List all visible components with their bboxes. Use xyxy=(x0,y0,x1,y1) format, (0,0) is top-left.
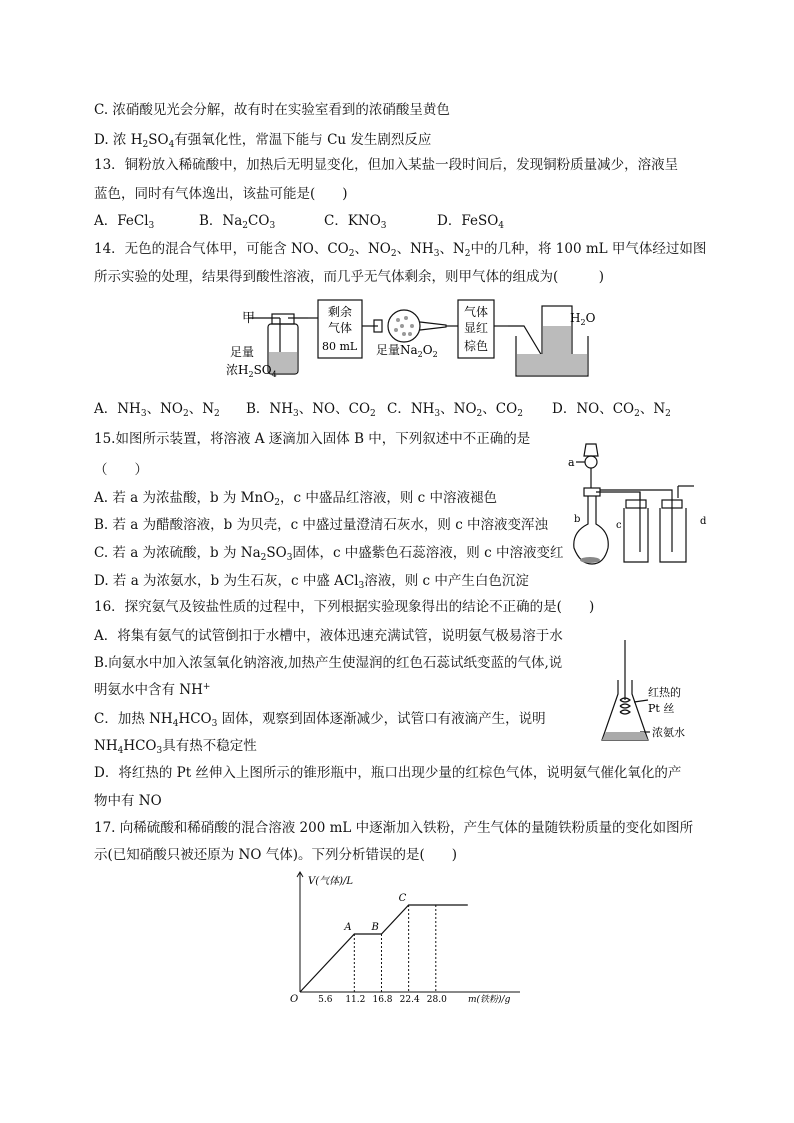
gas-apparatus-figure xyxy=(226,296,602,390)
x-tick-label: 28.0 xyxy=(426,995,447,1005)
q13-option-c: C．$KNO_3$ xyxy=(324,213,387,231)
x-tick-label: 11.2 xyxy=(345,995,366,1005)
q13-option-a: A．FeCl$_3$ xyxy=(94,213,155,231)
q15-option-c: C. 若 a 为浓硫酸，b 为 $Na_2SO_3$固体，c 中盛紫色石蕊溶液，则 c 中溶液变红 xyxy=(94,545,564,563)
question-17-stem-2: 示(已知硝酸只被还原为 NO 气体)。下列分析错误的是( ) xyxy=(94,847,458,863)
x-tick-label: 22.4 xyxy=(399,995,420,1005)
q13-option-d: D．FeSO$_4$ xyxy=(437,213,504,231)
q14-option-b: B．$NH_3$、NO、$CO_2$ xyxy=(246,401,376,419)
x-axis-label: m(铁粉)/g xyxy=(468,995,511,1005)
y-axis-label: V(气体)/L xyxy=(308,876,354,887)
question-15-stem: 15.如图所示装置，将溶液 A 逐滴加入固体 B 中，下列叙述中不正确的是 xyxy=(94,431,531,447)
option-c-statement: C. 浓硝酸见光会分解，故有时在实验室看到的浓硝酸呈黄色 xyxy=(94,102,450,118)
box1-line1: 剩余 xyxy=(328,305,353,319)
q16-option-d-2: 物中有 NO xyxy=(94,793,162,809)
question-16-stem: 16．探究氨气及铵盐性质的过程中，下列根据实验现象得出的结论不正确的是( ) xyxy=(94,599,595,615)
question-17-stem: 17. 向稀硫酸和稀硝酸的混合溶液 200 mL 中逐渐加入铁粉，产生气体的量随铁粉质量的变化如图所 xyxy=(94,820,694,836)
series-line xyxy=(300,905,468,992)
box2-line1: 气体 xyxy=(464,305,489,319)
q16-option-d-1: D．将红热的 Pt 丝伸入上图所示的锥形瓶中，瓶口出现少量的红棕色气体，说明氨气催化氧化的产 xyxy=(94,765,682,781)
fig15-label-a: a xyxy=(568,456,575,469)
reaction-apparatus-figure xyxy=(568,440,710,570)
label-na2o2: 足量$Na_2O_2$ xyxy=(376,343,438,359)
option-d-statement: D. 浓 $H_2SO_4$有强氧化性，常温下能与 Cu 发生剧烈反应 xyxy=(94,132,432,150)
fig16-label-ammonia: 浓氨水 xyxy=(652,726,685,739)
question-13-stem: 13．铜粉放入稀硫酸中，加热后无明显变化，但加入某盐一段时间后，发现铜粉质量减少，溶液呈 xyxy=(94,157,679,173)
q14-option-c: C．$NH_3$、$NO_2$、$CO_2$ xyxy=(387,401,523,419)
fig16-label-pt: Pt 丝 xyxy=(648,702,675,715)
q14-option-a: A．$NH_3$、$NO_2$、$N_2$ xyxy=(94,401,220,419)
box1-line2: 气体 xyxy=(328,321,353,335)
fig15-label-d: d xyxy=(700,516,707,527)
conical-flask-figure xyxy=(598,640,698,750)
fig15-label-c: c xyxy=(616,520,622,531)
q14-option-d: D．NO、$CO_2$、$N_2$ xyxy=(552,401,671,419)
fig15-label-b: b xyxy=(574,514,581,525)
question-14-options xyxy=(94,400,694,420)
point-label: C xyxy=(398,893,407,904)
question-15-bracket: （ ） xyxy=(94,462,148,478)
box2-line3: 棕色 xyxy=(464,339,489,353)
q16-option-a: A．将集有氨气的试管倒扣于水槽中，液体迅速充满试管，说明氨气极易溶于水 xyxy=(94,628,563,644)
box1-line3: 80 mL xyxy=(322,340,358,353)
q13-option-b: B．$Na_2CO_3$ xyxy=(199,213,276,231)
q16-option-c-2: $NH_4HCO_3$具有热不稳定性 xyxy=(94,738,257,756)
q16-option-c-1: C．加热 $NH_4HCO_3$ 固体，观察到固体逐渐减少，试管口有液滴产生，说明 xyxy=(94,711,546,729)
label-h2o: $H_2O$ xyxy=(570,311,596,327)
label-conc-h2so4: 浓$H_2SO_4$ xyxy=(226,363,277,379)
q15-option-b: B. 若 a 为醋酸溶液，b 为贝壳，c 中盛过量澄清石灰水，则 c 中溶液变浑浊 xyxy=(94,517,549,533)
q15-option-a: A. 若 a 为浓盐酸，b 为 MnO$_2$，c 中盛品红溶液，则 c 中溶液褪色 xyxy=(94,490,498,508)
question-14-stem-2: 所示实验的处理，结果得到酸性溶液，而几乎无气体剩余，则甲气体的组成为( ) xyxy=(94,269,605,285)
point-label: B xyxy=(371,922,379,933)
question-13-options xyxy=(94,212,694,232)
q15-option-d: D. 若 a 为浓氨水，b 为生石灰，c 中盛 ACl$_3$溶液，则 c 中产生白色沉淀 xyxy=(94,573,529,591)
label-jia: 甲 xyxy=(242,311,256,326)
label-zuliang: 足量 xyxy=(230,345,255,359)
origin-label: O xyxy=(290,994,299,1005)
fig16-label-redhot: 红热的 xyxy=(648,686,681,699)
question-14-stem: 14．无色的混合气体甲，可能含 NO、$CO_2$、$NO_2$、$NH_3$、$N_2$中的几种，将 100 mL 甲气体经过如图 xyxy=(94,241,707,259)
x-tick-label: 5.6 xyxy=(318,995,333,1005)
point-label: A xyxy=(344,922,352,933)
gas-volume-chart xyxy=(284,868,544,1008)
x-tick-label: 16.8 xyxy=(372,995,393,1005)
q16-option-b-1: B.向氨水中加入浓氢氧化钠溶液,加热产生使湿润的红色石蕊试纸变蓝的气体,说 xyxy=(94,655,563,671)
q16-option-b-2: 明氨水中含有 NH+ xyxy=(94,682,211,698)
box2-line2: 显红 xyxy=(464,321,489,335)
question-13-stem-2: 蓝色，同时有气体逸出，该盐可能是( ) xyxy=(94,186,348,202)
